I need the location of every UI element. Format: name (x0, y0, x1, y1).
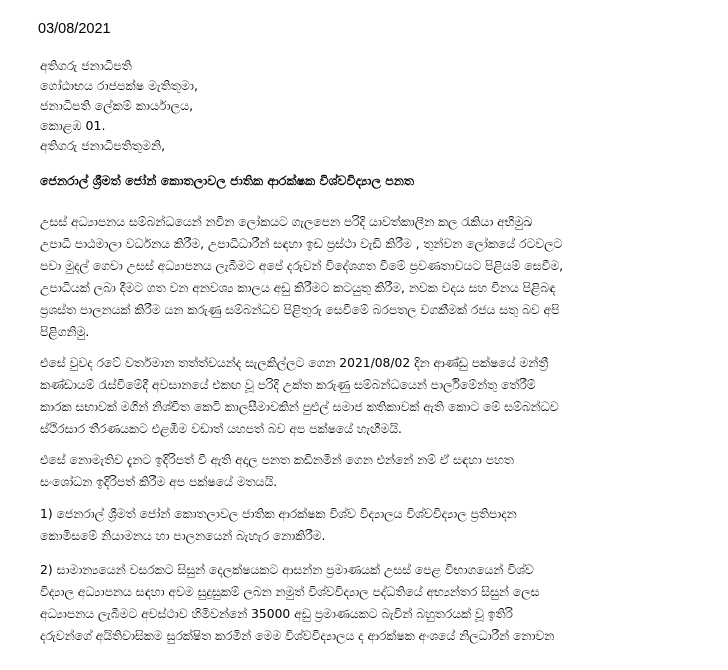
amendment-1 (40, 503, 680, 547)
paragraph-line: ප්‍රශස්ත පාලනයක් කිරීම යන කරුණු සම්බන්ධව පිළිතුරු සෙවීමේ බරපතල වගකීමක් රජය සතු බව අපි (40, 303, 560, 317)
address-line-recipient-name: ගෝඨාභය රාජපක්ෂ මැතිතුමා, (40, 78, 198, 93)
amendment-2 (40, 559, 680, 647)
paragraph-line: පිළිගනිමු. (40, 325, 90, 339)
paragraph-1 (40, 211, 680, 343)
salutation: අතිගරු ජනාධිපතිතුමනි, (40, 138, 166, 153)
paragraph-line: 1) ජෙනරාල් ශ්‍රීමත් ජෝන් කොතලාවල ජාතික ආරක්ෂක විශ්ව විද්‍යාලය විශ්වවිද්‍යාල ප්‍රතිපාදන (40, 507, 517, 521)
paragraph-line: උපාධියක් ලබා දීමට ගත වන අනවශ්‍ය කාලය අඩු කිරීමට කටයුතු කිරීම, නවක වදය සහ විනය පිළිබඳ (40, 281, 556, 295)
address-line-recipient-title: අතිගරු ජනාධිපති (40, 58, 132, 73)
paragraph-3 (40, 449, 680, 493)
paragraph-line: කොමිසමේ නියාමනය හා පාලනයෙන් බැහැර නොකිරීම. (40, 529, 326, 543)
paragraph-line: සංශෝධන ඉදිරිපත් කිරීම අප පක්ෂයේ මතයයි. (40, 475, 278, 489)
address-line-office: ජනාධිපති ලේකම් කාර්යාලය, (40, 98, 194, 113)
paragraph-line: කණ්ඩායම් රැස්වීමේදී අවසානයේ එකඟ වූ පරිදි උක්ත කරුණු සම්බන්ධයෙන් පාර්ලිමේන්තු තේරීම් (40, 378, 536, 392)
paragraph-line: උසස් අධ්‍යාපනය සම්බන්ධයෙන් නවීන ලෝකයට ගැලපෙන පරිදි යාවත්කාලීන කල රැකියා අභිමුඛ (40, 215, 533, 229)
paragraph-line: ස්ථිරසාර තීරණයකට එළඹීම වඩාත් යහපත් බව අප පක්ෂයේ හැඟීමයි. (40, 422, 402, 436)
letter-date: 03/08/2021 (38, 21, 111, 37)
paragraph-line: පවා මුදල් ගෙවා උසස් අධ්‍යාපනය ලැබීමට අපේ දරුවන් විදේශගත වීමේ ප්‍රවණතාවයට පිළියම් සෙවීම, (40, 259, 564, 273)
paragraph-line: 2) සාමාන්‍යයෙන් වසරකට සිසුන් දෙලක්ෂයකට ආසන්න ප්‍රමාණයක් උසස් පෙළ විභාගයෙන් විශ්ව (40, 563, 534, 577)
letter-subject: ජෙනරාල් ශ්‍රීමත් ජෝන් කොතලාවල ජාතික ආරක්ෂක විශ්වවිද්‍යාල පනත (40, 173, 414, 188)
address-line-city (40, 116, 680, 136)
paragraph-2 (40, 352, 680, 440)
paragraph-line: අධ්‍යාපනය ලැබීමට අවස්ථාව හිමිවන්නේ 35000 අඩු ප්‍රමාණයකට බැවින් බහුතරයක් වූ ඉතිරි (40, 607, 513, 621)
address-city-text: කොළඹ 01. (40, 118, 106, 133)
paragraph-line: කාරක සභාවක් මගින් නිශ්චිත කෙටි කාලසීමාවකින් පුළුල් සමාජ කතිකාවක් ඇති කොට මේ සම්බන්ධව (40, 400, 559, 414)
paragraph-line: එසේ නොමැතිව දැනට ඉදිරිපත් වී ඇති අදාල පනත කඩිනමින් ගෙන එන්නේ නම් ඒ සඳහා පහත (40, 453, 514, 467)
paragraph-line: එසේ වුවද රටේ වර්තමාන තත්ත්වයන්ද සැලකිල්ලට ගෙන 2021/08/02 දින ආණ්ඩු පක්ෂයේ මන්ත්‍රී (40, 356, 549, 370)
paragraph-line: උපාධි පාඨමාලා වර්ධනය කිරීම, උපාධිධාරීන් සඳහා ඉඩ ප්‍රස්ථා වැඩි කිරීම , තුන්වන ලෝකයේ රටවලට (40, 237, 563, 251)
paragraph-line: දරුවන්ගේ අයිතිවාසිකම සුරක්ෂිත කරමින් මෙම විශ්වවිද්‍යාලය ද ආරක්ෂක අංශයේ නිලධාරීන් නොවන (40, 629, 555, 643)
paragraph-line: විද්‍යාල අධ්‍යාපනය සඳහා අවම සුදුසුකම් ලබන නමුත් විශ්වවිද්‍යාල පද්ධතියේ අභ්‍යන්තර සිසුන් ලෙස (40, 585, 540, 599)
